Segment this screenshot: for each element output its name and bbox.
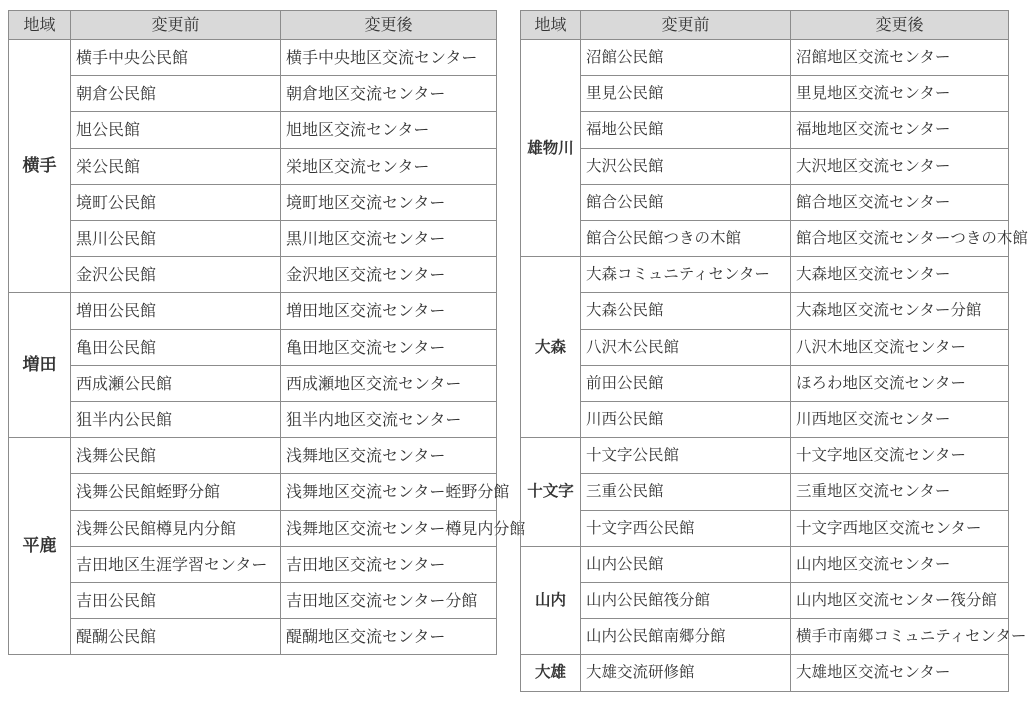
table-row [9,438,497,474]
before-cell: 里見公民館 [581,76,791,112]
table-row [9,546,497,582]
header-before: 変更前 [71,11,281,40]
before-cell: 山内公民館 [581,546,791,582]
header-row [521,11,1009,40]
after-cell: 横手市南郷コミュニティセンター [791,619,1009,655]
region-cell: 大雄 [521,655,581,691]
facility-table-left [8,10,526,655]
before-cell: 栄公民館 [71,148,281,184]
after-cell: 黒川地区交流センター [281,221,497,257]
before-cell: 吉田公民館 [71,583,281,619]
region-cell: 大森 [521,257,581,438]
table-row [9,257,497,293]
before-cell: 朝倉公民館 [71,76,281,112]
region-cell: 横手 [9,40,71,293]
left-body [9,40,526,655]
after-cell: 浅舞地区交流センター [281,438,497,474]
after-cell: 里見地区交流センター [791,76,1009,112]
header-region: 地域 [9,11,71,40]
before-cell: 横手中央公民館 [71,40,281,76]
table-row [9,293,497,329]
after-cell: 浅舞地区交流センター蛭野分館 [281,474,497,510]
after-cell: 山内地区交流センター筏分館 [791,583,1009,619]
table-row [521,184,1009,220]
after-cell: 栄地区交流センター [281,148,497,184]
after-cell: 醍醐地区交流センター [281,619,497,655]
table-row [521,583,1009,619]
before-cell: 大雄交流研修館 [581,655,791,691]
table-row [9,510,497,546]
before-cell: 川西公民館 [581,402,791,438]
before-cell: 大森コミュニティセンター [581,257,791,293]
table-row [521,619,1009,655]
table-row [521,221,1009,257]
header-after: 変更後 [791,11,1009,40]
table-row [9,112,497,148]
after-cell: 旭地区交流センター [281,112,497,148]
after-cell: 十文字西地区交流センター [791,510,1009,546]
after-cell: 福地地区交流センター [791,112,1009,148]
after-cell: 大森地区交流センター分館 [791,293,1009,329]
before-cell: 狙半内公民館 [71,402,281,438]
after-cell: 横手中央地区交流センター [281,40,497,76]
before-cell: 沼館公民館 [581,40,791,76]
table-row [9,474,497,510]
after-cell: 吉田地区交流センター [281,546,497,582]
before-cell: 山内公民館南郷分館 [581,619,791,655]
after-cell: 大雄地区交流センター [791,655,1009,691]
table-row [9,221,497,257]
after-cell: 大沢地区交流センター [791,148,1009,184]
before-cell: 八沢木公民館 [581,329,791,365]
before-cell: 醍醐公民館 [71,619,281,655]
table-row [521,474,1009,510]
header-region: 地域 [521,11,581,40]
table-row [521,365,1009,401]
after-cell: 吉田地区交流センター分館 [281,583,497,619]
before-cell: 西成瀬公民館 [71,365,281,401]
table-row [9,365,497,401]
after-cell: 館合地区交流センター [791,184,1009,220]
after-cell: 沼館地区交流センター [791,40,1009,76]
after-cell: 増田地区交流センター [281,293,497,329]
header-row [9,11,497,40]
region-cell: 雄物川 [521,40,581,257]
before-cell: 境町公民館 [71,184,281,220]
table-row [9,329,497,365]
header-before: 変更前 [581,11,791,40]
before-cell: 増田公民館 [71,293,281,329]
after-cell: 狙半内地区交流センター [281,402,497,438]
after-cell: 大森地区交流センター [791,257,1009,293]
table-row [9,619,497,655]
region-cell: 十文字 [521,438,581,547]
table-row [9,40,497,76]
table-row [9,148,497,184]
before-cell: 大沢公民館 [581,148,791,184]
before-cell: 浅舞公民館樽見内分館 [71,510,281,546]
table-row [521,402,1009,438]
after-cell: 浅舞地区交流センター樽見内分館 [281,510,497,546]
before-cell: 浅舞公民館 [71,438,281,474]
before-cell: 吉田地区生涯学習センター [71,546,281,582]
table-row [521,40,1009,76]
table-row [521,76,1009,112]
table-row [521,148,1009,184]
table-row [521,257,1009,293]
facility-table-right [520,10,1028,692]
before-cell: 大森公民館 [581,293,791,329]
before-cell: 福地公民館 [581,112,791,148]
table-row [9,76,497,112]
after-cell: 亀田地区交流センター [281,329,497,365]
table-row [521,546,1009,582]
after-cell: 金沢地区交流センター [281,257,497,293]
table-row [521,438,1009,474]
after-cell: 境町地区交流センター [281,184,497,220]
region-cell: 山内 [521,546,581,655]
after-cell: 川西地区交流センター [791,402,1009,438]
before-cell: 十文字公民館 [581,438,791,474]
before-cell: 山内公民館筏分館 [581,583,791,619]
before-cell: 館合公民館 [581,184,791,220]
before-cell: 十文字西公民館 [581,510,791,546]
table-row [9,402,497,438]
after-cell: 十文字地区交流センター [791,438,1009,474]
before-cell: 亀田公民館 [71,329,281,365]
after-cell: 山内地区交流センター [791,546,1009,582]
before-cell: 三重公民館 [581,474,791,510]
before-cell: 金沢公民館 [71,257,281,293]
before-cell: 黒川公民館 [71,221,281,257]
table-row [9,583,497,619]
table-row [9,184,497,220]
region-cell: 平鹿 [9,438,71,655]
before-cell: 旭公民館 [71,112,281,148]
table-row [521,293,1009,329]
region-cell: 増田 [9,293,71,438]
table-row [521,329,1009,365]
table-row [521,112,1009,148]
before-cell: 館合公民館つきの木館 [581,221,791,257]
table-row [521,510,1009,546]
before-cell: 浅舞公民館蛭野分館 [71,474,281,510]
header-after: 変更後 [281,11,497,40]
right-body [521,40,1028,692]
after-cell: 三重地区交流センター [791,474,1009,510]
after-cell: 館合地区交流センターつきの木館 [791,221,1009,257]
after-cell: 朝倉地区交流センター [281,76,497,112]
after-cell: 西成瀬地区交流センター [281,365,497,401]
after-cell: 八沢木地区交流センター [791,329,1009,365]
after-cell: ほろわ地区交流センター [791,365,1009,401]
before-cell: 前田公民館 [581,365,791,401]
table-row [521,655,1009,691]
